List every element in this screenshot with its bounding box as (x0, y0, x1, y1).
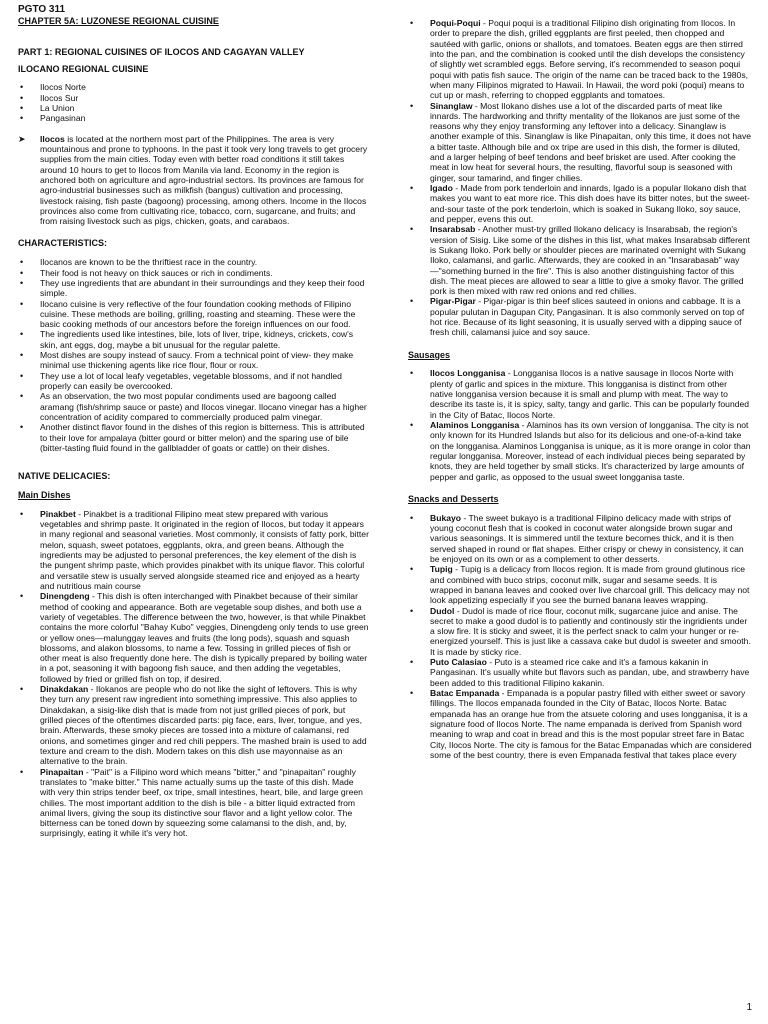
snack-term: Dudol (430, 605, 455, 616)
province-item: • Pangasinan (18, 113, 370, 123)
characteristic-item: • They use ingredients that are abundant in their surroundings and they keep their food simple. (18, 278, 370, 299)
snack-term: Bukayo (430, 512, 462, 523)
region-title: ILOCANO REGIONAL CUISINE (18, 63, 149, 74)
snack-text: - Empanada is a popular pastry filled with either sweet or savory fillings. The Ilocos empanada founded in the City of Batac, Ilocos Norte. Batac empanada has an orange hue from the atsuete coloring and uses longganisa, it is a signature food of Ilocos Norte. The name empanada is derived from Spanish word meaning to wrap and coat in bread and this is the most popular street fare in Batac City, Ilocos Norte. The city is famous for the Batac Empanadas which are considered some of the best country, there is even Empanada festival that takes place every (430, 688, 752, 760)
right-column (408, 18, 752, 760)
dish-item (408, 101, 752, 184)
characteristic-item: • Ilocanos are known to be the thriftiest race in the country. (18, 257, 370, 267)
characteristic-item: • They use a lot of local leafy vegetables, vegetable blossoms, and if not handled properly can easily be overcooked. (18, 371, 370, 392)
sausage-text: - Longganisa Ilocos is a native sausage in Ilocos Norte with plenty of garlic and spices in the mixture. This longganisa is distinct from other native longganisa version because it is small and plump with meat. The way to describe its taste is, it is spicy, salty, tangy and garlic. This can be popularly founded in the City of Batac, Ilocos Norte. (430, 368, 750, 420)
snack-text: - Tupig is a delicacy from Ilocos region. It is made from ground glutinous rice and combined with buco strips, coconut milk, sugar and sesame seeds. It is wrapped in banana leaves and cooked over live charcoal grill. This delicacy may not look appetizing especially if you see the burned banana leaves wrapping. (430, 564, 750, 606)
dish-item (18, 684, 370, 767)
sausage-text: - Alaminos has its own version of longganisa. The city is not only known for its Hundred Islands but also for its delicious and one-of-a-kind take on the longganisa. Alaminos Longganisa is unique, as it is more orange in color than regular longganisa. Moreover, instead of each individual pieces being separated by knots, they are held together by small sticks. It's characterized by large amounts of pepper and garlic, as opposed to the usual sweet longganisa taste. (430, 420, 751, 482)
province-item: • Ilocos Norte (18, 82, 370, 92)
dish-text: - Ilokanos are people who do not like the sight of leftovers. This is why they turn any present raw ingredient into something impressive. This also applies to Dinakdakan, a sisig-like dish that is made from not just grilled pieces of pork, but grilled pieces of the oftentimes discarded parts: pig face, ears, liver, tongue, and yes, brain. Afterwards, these smoky pieces are tossed into a mixture of calamansi, red onions, and sometimes ginger and red chili peppers. The mashed brain is used to add texture and cream to the dish. Modern takes on this dish use mayonnaise as an alternative to the brain. (40, 684, 367, 767)
dish-text: - Pigar-pigar is thin beef slices sauteed in onions and cabbage. It is a popular pulutan in Dagupan City, Pangasinan. It is also commonly served on top of hot rice. Because of its light seasoning, it is usually served with a dipping sauce of fresh chili, calamansi juice and soy sauce. (430, 296, 745, 338)
snack-term: Tupig (430, 564, 453, 575)
dish-item (18, 509, 370, 592)
dish-text: - Another must-try grilled Ilokano delicacy is Insarabsab, the region's version of Sisig. Like some of the dishes in this list, what makes Insarabsab different is Sukang Iloko. Pork belly or shoulder pieces are marinated overnight with Sukang Iloko, calamansi, and garlic. Afterwards, they are cooked in an "Insarabasab" way—"something burned in the fire". This is also another distinguishing factor of this dish. The meat pieces are allowed to sear a little to give a smoky flavor. The grilled pork is then mixed with raw red onions and red chilies. (430, 224, 750, 297)
dish-term: Sinanglaw (430, 100, 473, 111)
dish-text: - Poqui poqui is a traditional Filipino dish originating from Ilocos. In order to prepare the dish, grilled eggplants are first peeled, then chopped and sautéed with garlic, onions or shallots, and tomatoes. Beaten eggs are then stirred into the pan, and the combination is cooked until the dish develops the consistency of slightly wet scrambled eggs. Before serving, it's recommended to season poqui poqui with patis fish sauce. The origin of the name can be traced back to the 1980s, when many Filipinos migrated to Hawaii. In Hawaii, the word poki (poqui) means to cut up or mash, referring to chopped eggplants and tomatoes. (430, 18, 749, 101)
snacks-title: Snacks and Desserts (408, 493, 499, 504)
characteristic-item: • Most dishes are soupy instead of saucy. From a technical point of view- they make minimal use thickening agents like rice flour, flour or roux. (18, 350, 370, 371)
snack-text: - Dudol is made of rice flour, coconut milk, sugarcane juice and anise. The secret to make a good dudol is to patiently and continously stir the ingridients under a slow fire. It is sticky and sweet, it is the perfect snack to calm your hunger or re-energized yourself. This is just like a cassava cake but dudol is sweeter and smooth. It is made by sticky rice. (430, 605, 751, 657)
snack-term: Puto Calasiao (430, 657, 487, 668)
dish-item (408, 18, 752, 101)
dish-text: - This dish is often interchanged with Pinakbet because of their similar method of cooking and appearance. Both are vegetable soup dishes, and both use a variety of vegetables. The difference between the two, however, is that while Pinakbet contains the more colorful "Bahay Kubo" veggies, Dinengdeng only tends to use green or yellow ones—malunggay leaves and fruits (the long pods), squash and squash blossoms, and alakon blossoms, to name a few. Tossing in grilled pieces of fish or other meat is also frequently done here. The dish is typically prepared by boiling water in a pot, seasoning it with bagoong fish sauce, and then adding the vegetables, followed by fried or grilled fish on top, if desired. (40, 591, 369, 684)
snack-item (408, 657, 752, 688)
snack-item (408, 606, 752, 658)
dish-term: Poqui-Poqui (430, 18, 481, 28)
dish-term: Dinengdeng (40, 591, 90, 602)
dish-text: - Most Ilokano dishes use a lot of the discarded parts of meat like innards. The hardworking and thrifty mentality of the Ilokanos are just some of the reasons why they enjoy transforming any leftover into a delicacy. Sinanglaw is another example of this. Sinanglaw is like Pinapaitan, only this time, it does not have a bitter taste. Although bile and ox tripe are used in this dish, the former is diluted, and a larger helping of beef tendons and beef brisket are used. After cooking the meat in low heat for several hours, the resulting, flavorful soup is seasoned with ginger, sour tamarind, and finger chilies. (430, 100, 752, 183)
snack-item (408, 564, 752, 605)
characteristic-item: • As an observation, the two most popular condiments used are bagoong called aramang (fish/shrimp sauce or paste) and Ilocos vinegar. Ilocano vinegar has a higher concentration of acidity compared to commercially produced palm vinegar. (18, 391, 370, 422)
dish-term: Insarabsab (430, 224, 476, 235)
sausage-item (408, 368, 752, 420)
snack-item (408, 688, 752, 760)
sausages-title: Sausages (408, 349, 451, 360)
dish-item (408, 224, 752, 296)
characteristics-title: CHARACTERISTICS: (18, 238, 107, 249)
snacks-list (408, 513, 752, 761)
left-column (18, 4, 370, 839)
arrow-bullet-icon: ➤ (18, 133, 26, 144)
main-dishes-list-left (18, 509, 370, 839)
province-item: • Ilocos Sur (18, 93, 370, 103)
ilocos-text: is located at the northern most part of the Philippines. The area is very mountainous and prone to typhoons. In the past it took very long travels to get grocery supplies from the main cities. Today even with better road conditions it still takes around 10 hours to get to Ilocos from Manila via land. Economy in the region is anchored both on agriculture and agro-industrial sectors. Its provinces are famous for agro-industrial businesses such as milkfish (bangus) cultivation and processing, livestock raising, fish paste (bagoong) processing, among others. Income in the Ilocos provinces also come from cultivating rice, tobacco, corn, sugarcane, and fruits; and from raising livestock such as pigs, chicken, goats, and carabaos. (40, 133, 368, 227)
dish-text: - "Pait" is a Filipino word which means "bitter," and "pinapaitan" roughly translates to "make bitter." This name actually sums up the taste of this dish. Made with very thin strips tender beef, ox tripe, small intestines, heart, bile, and large green chilies. The most important addition to the dish is bile - a bitter liquid extracted from animal livers, giving the soup its distinctive sour flavor and a light yellow color. The bitterness can be toned down by squeezing some calamansi to the dish, and, by, surprisingly, eating it while it's very hot. (40, 766, 363, 839)
snack-text: - The sweet bukayo is a traditional Filipino delicacy made with strips of young coconut flesh that is cooked in coconut water alongside brown sugar and various seasonings. It is simmered until the texture becomes thick, and it is then served shaped in round or flat shapes. Either crispy or chewy in consistency, it can be enjoyed on its own or as a complement to other desserts. (430, 512, 744, 564)
main-dishes-title: Main Dishes (18, 489, 71, 500)
ilocos-paragraph (18, 134, 370, 227)
dish-term: Dinakdakan (40, 684, 89, 695)
native-delicacies-title: NATIVE DELICACIES: (18, 471, 111, 482)
sausage-term: Ilocos Longganisa (430, 368, 506, 379)
characteristic-item: • The ingredients used like intestines, bile, lots of liver, tripe, kidneys, crickets, cow's skin, ant eggs, dog, maybe a bit unusual for the regular palette. (18, 329, 370, 350)
dish-term: Pigar-Pigar (430, 296, 476, 307)
sausage-item (408, 420, 752, 482)
snack-term: Batac Empanada (430, 688, 500, 699)
province-list (18, 82, 370, 123)
dish-item (408, 183, 752, 224)
dish-term: Pinapaitan (40, 766, 84, 777)
snack-text: - Puto is a steamed rice cake and it's a famous kakanin in Pangasinan. It's usually white but flavors such as pandan, ube, and strawberry have been added to this traditional Filipino kakanin. (430, 657, 750, 688)
characteristics-list (18, 257, 370, 453)
snack-item (408, 513, 752, 565)
chapter-title: CHAPTER 5A: LUZONESE REGIONAL CUISINE (18, 16, 219, 26)
dish-item (18, 767, 370, 839)
sausages-list (408, 368, 752, 481)
characteristic-item: • Their food is not heavy on thick sauces or rich in condiments. (18, 268, 370, 278)
dish-text: - Pinakbet is a traditional Filipino meat stew prepared with various vegetables and shrimp paste. It originated in the region of Ilocos, but today it appears in many regional and seasonal varieties. Most commonly, it consists of fatty pork, bitter melon, squash, sweet potatoes, eggplants, okra, and green beans. Although the ingredients may be adjusted to personal preferences, the key element of the dish is the pungent shrimp paste, which provides pinakbet with its unique flavor. This colorful and versatile stew is usually served alongside steamed rice and enjoyed as a hearty and nutritious main course (40, 508, 369, 591)
dish-item (18, 591, 370, 684)
part-title: PART 1: REGIONAL CUISINES OF ILOCOS AND CAGAYAN VALLEY (18, 46, 305, 57)
ilocos-term: Ilocos (40, 133, 65, 144)
dish-term: Igado (430, 183, 453, 193)
dish-term: Pinakbet (40, 508, 76, 519)
dish-item (408, 296, 752, 337)
sausage-term: Alaminos Longganisa (430, 420, 520, 431)
province-item: • La Union (18, 103, 370, 113)
characteristic-item: • Ilocano cuisine is very reflective of the four foundation cooking methods of Filipino cuisine. These methods are boiling, grilling, roasting and steaming. These were the basic cooking methods of our ancestors before the foreign influences on our food. (18, 299, 370, 330)
course-code: PGTO 311 (18, 4, 66, 15)
dish-text: - Made from pork tenderloin and innards, Igado is a popular Ilokano dish that makes you want to eat more rice. This dish does have its bitter notes, but the sweet-and-sour taste of the pork tenderloin, which is soaked in Sukang Iloko, soy sauce, and pepper, evens this out. (430, 183, 750, 224)
page-number: 1 (746, 1002, 752, 1013)
characteristic-item: • Another distinct flavor found in the dishes of this region is bitterness. This is attributed to their love for ampalaya (bitter gourd or bitter melon) and the sparing use of bile (bitter-tasting fluid found in the gallbladder of goats or cattle) on their dishes. (18, 422, 370, 453)
main-dishes-list-right (408, 18, 752, 338)
